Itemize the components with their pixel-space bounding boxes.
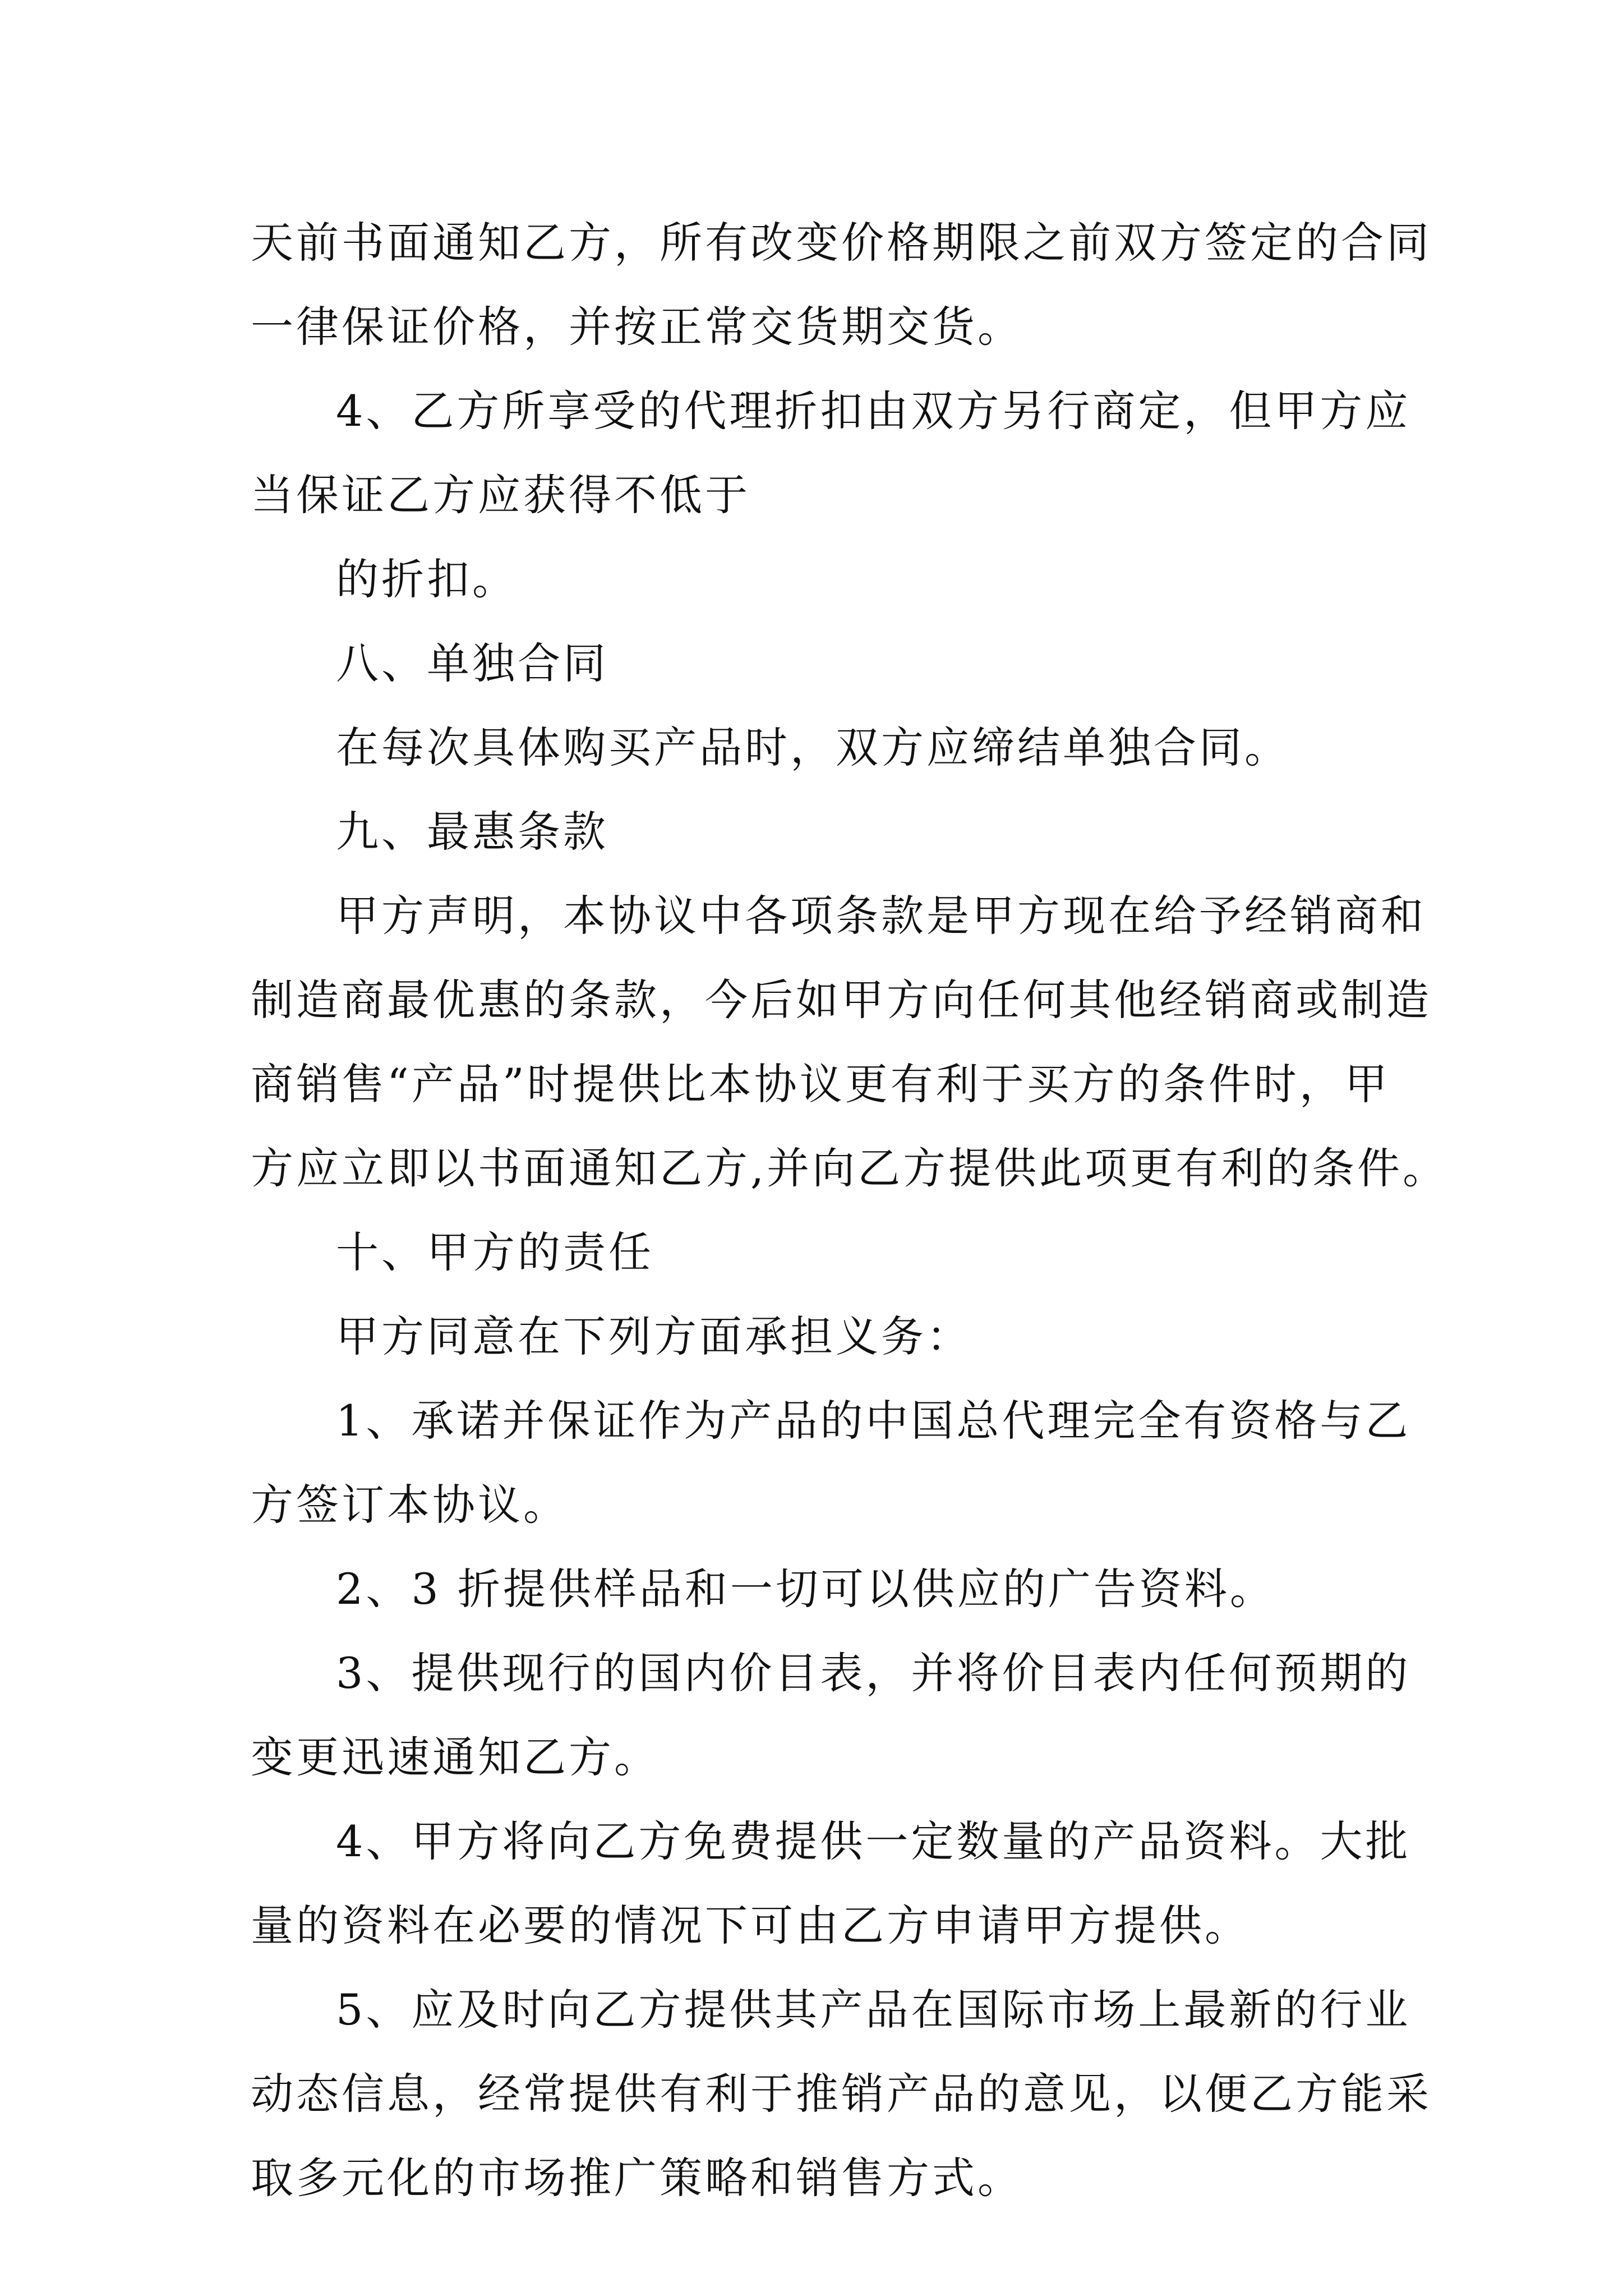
- section-heading: 九、最惠条款: [336, 807, 608, 857]
- section-heading: 十、甲方的责任: [336, 1227, 654, 1277]
- text-line: 1、承诺并保证作为产品的中国总代理完全有资格与乙: [336, 1396, 1411, 1446]
- text-line: 当保证乙方应获得不低于: [251, 470, 750, 520]
- text-line: 4、甲方将向乙方免费提供一定数量的产品资料。大批: [336, 1816, 1411, 1866]
- text-line: 3、提供现行的国内价目表，并将价目表内任何预期的: [336, 1648, 1411, 1698]
- text-line: 取多元化的市场推广策略和销售方式。: [251, 2153, 1023, 2203]
- text-line: 动态信息，经常提供有利于推销产品的意见，以便乙方能采: [251, 2069, 1432, 2119]
- text-line: 方应立即以书面通知乙方,并向乙方提供此项更有利的条件。: [251, 1143, 1449, 1193]
- text-line: 5、应及时向乙方提供其产品在国际市场上最新的行业: [336, 1985, 1411, 2035]
- text-line: 一律保证价格，并按正常交货期交货。: [251, 302, 1023, 352]
- text-line: 甲方同意在下列方面承担义务：: [336, 1312, 972, 1361]
- text-line: 甲方声明，本协议中各项条款是甲方现在给予经销商和: [336, 891, 1426, 941]
- text-line: 2、3 折提供样品和一切可以供应的广告资料。: [336, 1564, 1275, 1614]
- text-line: 天前书面通知乙方，所有改变价格期限之前双方签定的合同: [251, 218, 1432, 268]
- text-line: 变更迅速通知乙方。: [251, 1732, 660, 1782]
- text-line: 在每次具体购买产品时，双方应缔结单独合同。: [336, 723, 1290, 772]
- text-line: 4、乙方所享受的代理折扣由双方另行商定，但甲方应: [336, 386, 1411, 436]
- text-line: 商销售“产品”时提供比本协议更有利于买方的条件时，甲: [251, 1059, 1390, 1109]
- text-line: 的折扣。: [336, 554, 518, 604]
- text-line: 制造商最优惠的条款，今后如甲方向任何其他经销商或制造: [251, 975, 1432, 1025]
- text-line: 方签订本协议。: [251, 1480, 569, 1530]
- section-heading: 八、单独合同: [336, 638, 608, 688]
- text-line: 量的资料在必要的情况下可由乙方申请甲方提供。: [251, 1901, 1250, 1950]
